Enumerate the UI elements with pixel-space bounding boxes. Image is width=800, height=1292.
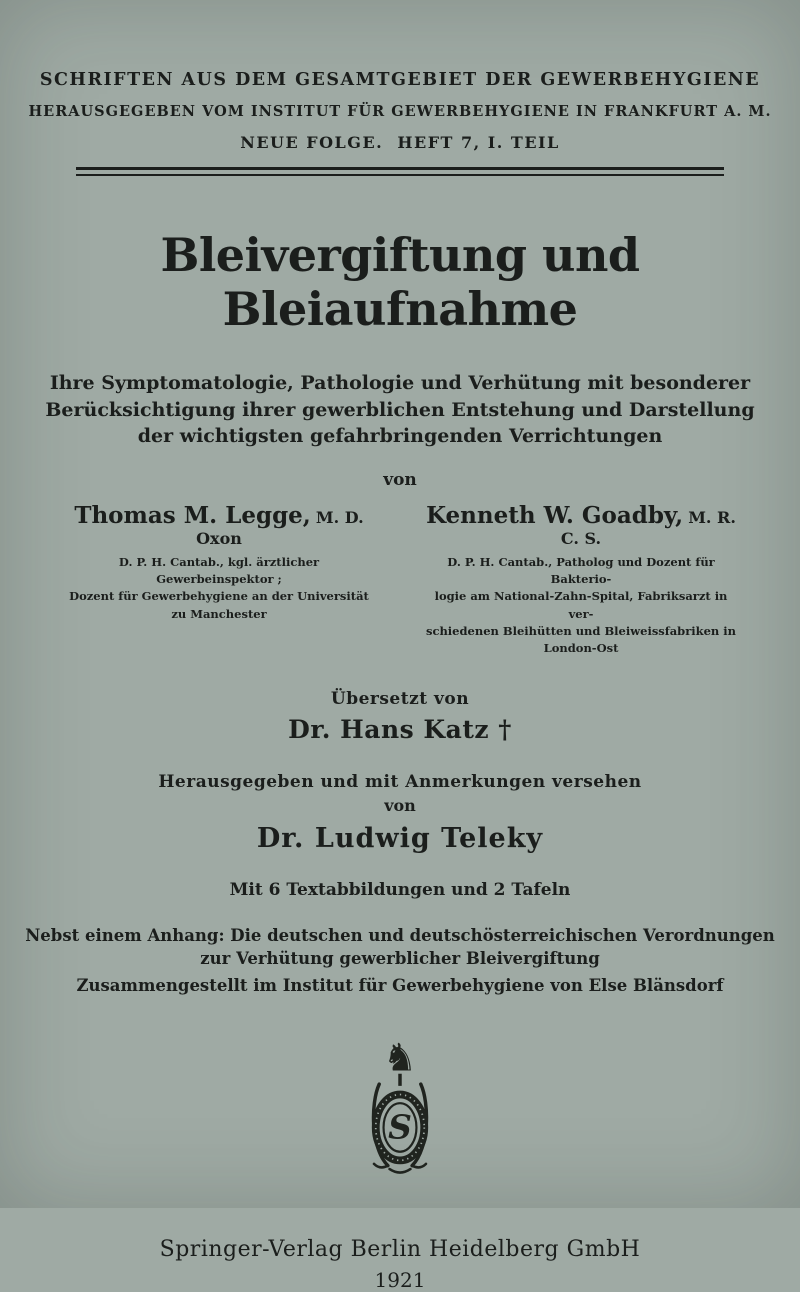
affiliation-line: logie am National-Zahn-Spital, Fabriksarzt in ver- <box>434 589 728 621</box>
affiliation-line: London-Ost <box>543 641 619 656</box>
appendix-line: zur Verhütung gewerblicher Bleivergiftung <box>200 949 600 969</box>
book-title: Bleivergiftung und Bleiaufnahme <box>160 228 640 336</box>
editor-label: Herausgegeben und mit Anmerkungen versehen <box>158 772 642 793</box>
author-left-affiliation <box>60 554 378 623</box>
illustrations-note: Mit 6 Textabbildungen und 2 Tafeln <box>229 880 571 901</box>
subtitle-line: Berücksichtigung ihrer gewerblichen Entstehung und Darstellung <box>45 398 755 421</box>
byline-von: von <box>383 469 417 490</box>
affiliation-line: D. P. H. Cantab., kgl. ärztlicher Gewerbeinspektor ; <box>118 554 320 587</box>
translator-label: Übersetzt von <box>330 689 470 710</box>
author-right <box>422 502 740 658</box>
springer-logo <box>0 1033 800 1191</box>
springer-horse-emblem-graphic <box>348 1033 452 1189</box>
appendix-compiled-line: Zusammengestellt im Institut für Gewerbehygiene von Else Blänsdorf <box>76 976 724 996</box>
author-left-nameline <box>60 502 378 548</box>
appendix-line: Nebst einem Anhang: Die deutschen und deutschösterreichischen Verordnungen <box>25 926 775 946</box>
subtitle <box>0 370 800 450</box>
author-left-degree: M. D. Oxon <box>196 507 364 548</box>
affiliation-line: zu Manchester <box>171 606 267 621</box>
editor-name: Dr. Ludwig Teleky <box>256 823 544 855</box>
issue-line: NEUE FOLGE. HEFT 7, I. TEIL <box>240 133 560 152</box>
horse-head-icon: ♞ <box>382 1035 418 1080</box>
author-right-name: Kenneth W. Goadby, <box>426 501 684 529</box>
affiliation-line: D. P. H. Cantab., Patholog und Dozent für Bakterio- <box>447 554 715 587</box>
logo-monogram: S <box>388 1108 412 1148</box>
series-title: SCHRIFTEN AUS DEM GESAMTGEBIET DER GEWERBEHYGIENE <box>39 70 761 90</box>
subtitle-line: der wichtigsten gefahrbringenden Verrichtungen <box>137 425 663 448</box>
affiliation-line: Dozent für Gewerbehygiene an der Universität <box>69 589 369 604</box>
author-left <box>60 502 378 658</box>
author-right-affiliation <box>422 554 740 658</box>
subtitle-line: Ihre Symptomatologie, Pathologie und Verhütung mit besonderer <box>49 372 751 394</box>
publisher-imprint: Springer-Verlag Berlin Heidelberg GmbH <box>159 1237 641 1263</box>
publication-year: 1921 <box>374 1268 426 1292</box>
authors-row <box>0 502 800 658</box>
author-right-nameline <box>422 502 740 548</box>
affiliation-line: schiedenen Bleihütten und Bleiweissfabriken in <box>425 623 737 638</box>
editor-von: von <box>384 796 416 816</box>
appendix-note <box>0 924 800 970</box>
translator-name: Dr. Hans Katz † <box>288 715 512 745</box>
author-left-name: Thomas M. Legge, <box>74 501 311 529</box>
author-right-degree: M. R. C. S. <box>560 507 736 548</box>
institute-line: HERAUSGEGEBEN VOM INSTITUT FÜR GEWERBEHYGIENE IN FRANKFURT A. M. <box>28 103 772 120</box>
double-rule <box>76 167 724 176</box>
